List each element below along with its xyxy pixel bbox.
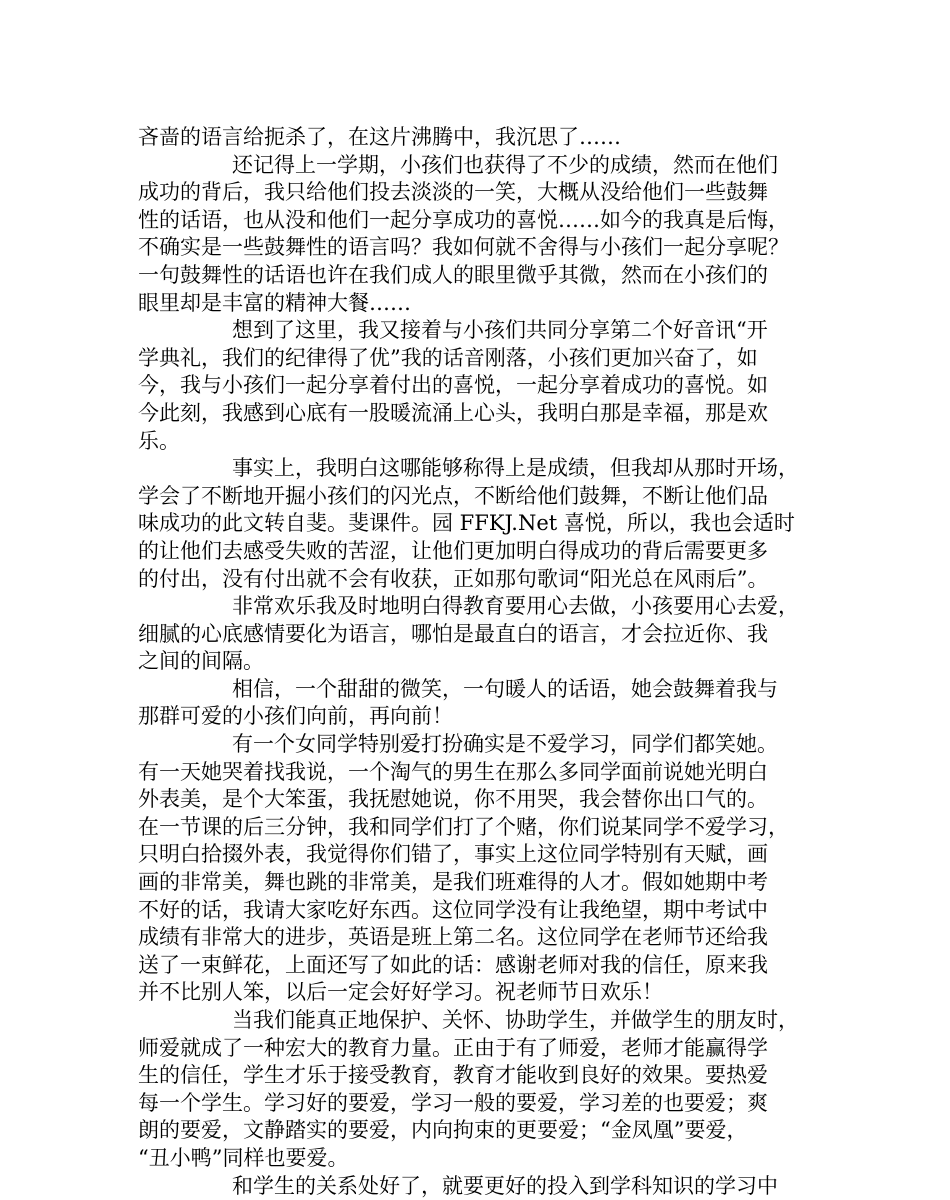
text-line: 性的话语，也从没和他们一起分享成功的喜悦……如今的我真是后悔， bbox=[138, 207, 789, 232]
text-line: 不确实是一些鼓舞性的语言吗？我如何就不舍得与小孩们一起分享呢？ bbox=[138, 235, 789, 260]
text-line: 之间的间隔。 bbox=[138, 649, 264, 674]
text-line: 成功的背后，我只给他们投去淡淡的一笑，大概从没给他们一些鼓舞 bbox=[138, 180, 768, 205]
text-line: 有一个女同学特别爱打扮确实是不爱学习，同学们都笑她。 bbox=[232, 732, 778, 757]
text-line: 当我们能真正地保护、关怀、协助学生，并做学生的朋友时， bbox=[232, 1008, 799, 1032]
text-line: 送了一束鲜花，上面还写了如此的话：感谢老师对我的信任，原来我 bbox=[138, 952, 768, 977]
text-line: 眼里却是丰富的精神大餐…… bbox=[138, 290, 411, 315]
text-line: 和学生的关系处好了，就要更好的投入到学科知识的学习中 bbox=[232, 1173, 778, 1198]
text-line: 细腻的心底感情要化为语言，哪怕是最直白的语言，才会拉近你、我 bbox=[138, 621, 768, 646]
text-line: 学典礼，我们的纪律得了优”我的话音刚落，小孩们更加兴奋了，如 bbox=[138, 345, 758, 370]
body-text bbox=[138, 124, 828, 1200]
text-line: 成绩有非常大的进步，英语是班上第二名。这位同学在老师节还给我 bbox=[138, 925, 768, 950]
text-line: 师爱就成了一种宏大的教育力量。正由于有了师爱，老师才能赢得学 bbox=[138, 1035, 768, 1060]
text-line: 吝啬的语言给扼杀了，在这片沸腾中，我沉思了…… bbox=[138, 125, 621, 149]
text-line: 一句鼓舞性的话语也许在我们成人的眼里微乎其微，然而在小孩们的 bbox=[138, 262, 768, 287]
text-line: 画的非常美，舞也跳的非常美，是我们班难得的人才。假如她期中考 bbox=[138, 870, 768, 895]
text-line: 今此刻，我感到心底有一股暖流涌上心头，我明白那是幸福，那是欢 bbox=[138, 400, 768, 425]
text-line: 只明白拾掇外表，我觉得你们错了，事实上这位同学特别有天赋，画 bbox=[138, 842, 768, 867]
text-line: 生的信任，学生才乐于接受教育，教育才能收到良好的效果。要热爱 bbox=[138, 1063, 768, 1088]
text-line: 今，我与小孩们一起分享着付出的喜悦，一起分享着成功的喜悦。如 bbox=[138, 373, 768, 398]
text-line: 的让他们去感受失败的苦涩，让他们更加明白得成功的背后需要更多 bbox=[138, 538, 768, 563]
text-line: 每一个学生。学习好的要爱，学习一般的要爱，学习差的也要爱；爽 bbox=[138, 1090, 768, 1115]
text-line: 不好的话，我请大家吃好东西。这位同学没有让我绝望，期中考试中 bbox=[138, 897, 768, 922]
text-line: 有一天她哭着找我说，一个淘气的男生在那么多同学面前说她光明白 bbox=[138, 759, 768, 784]
text-line: 想到了这里，我又接着与小孩们共同分享第二个好音讯“开 bbox=[232, 318, 768, 343]
text-line: 事实上，我明白这哪能够称得上是成绩，但我却从那时开场， bbox=[232, 456, 799, 481]
text-line: 味成功的此文转自斐。斐课件。园 FFKJ.Net 喜悦，所以，我也会适时 bbox=[138, 511, 795, 536]
text-line: 乐。 bbox=[138, 428, 180, 453]
text-line: 学会了不断地开掘小孩们的闪光点，不断给他们鼓舞，不断让他们品 bbox=[138, 483, 768, 508]
text-line: 相信，一个甜甜的微笑，一句暖人的话语，她会鼓舞着我与 bbox=[232, 676, 778, 701]
text-line: 非常欢乐我及时地明白得教育要用心去做，小孩要用心去爱， bbox=[232, 594, 799, 619]
text-line: 还记得上一学期，小孩们也获得了不少的成绩，然而在他们 bbox=[232, 152, 778, 177]
text-line: 朗的要爱，文静踏实的要爱，内向拘束的更要爱；“金凤凰”要爱， bbox=[138, 1118, 748, 1143]
text-line: “丑小鸭”同样也要爱。 bbox=[138, 1145, 349, 1170]
text-line: 那群可爱的小孩们向前，再向前！ bbox=[138, 704, 453, 729]
text-line: 的付出，没有付出就不会有收获，正如那句歌词“阳光总在风雨后”。 bbox=[138, 566, 769, 591]
text-line: 外表美，是个大笨蛋，我抚慰她说，你不用哭，我会替你出口气的。 bbox=[138, 787, 768, 812]
text-line: 并不比别人笨，以后一定会好好学习。祝老师节日欢乐！ bbox=[138, 980, 663, 1005]
text-line: 在一节课的后三分钟，我和同学们打了个赌，你们说某同学不爱学习， bbox=[138, 814, 789, 839]
